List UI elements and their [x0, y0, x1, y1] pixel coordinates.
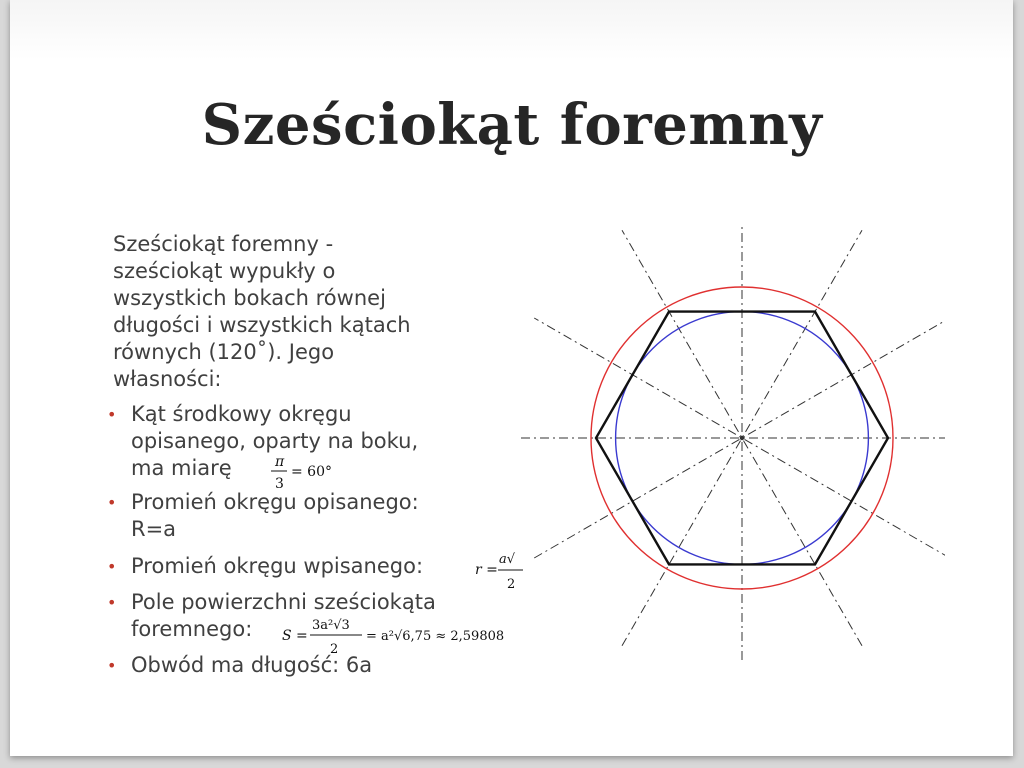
intro-line: długości i wszystkich kątach: [113, 313, 411, 337]
bullet-dot-icon: •: [107, 593, 117, 612]
formula-denominator: 2: [330, 642, 339, 657]
formula-denominator: 2: [507, 577, 516, 592]
formula-central-angle: [263, 452, 343, 494]
bullet-line: opisanego, oparty na boku,: [131, 429, 419, 453]
bullet-dot-icon: •: [107, 405, 117, 424]
formula-lhs: r =: [475, 562, 498, 578]
formula-denominator: 3: [275, 476, 284, 492]
intro-line: wszystkich bokach równej: [113, 286, 386, 310]
bullet-dot-icon: •: [107, 557, 117, 576]
bullet-circumradius: [105, 489, 525, 543]
formula-numerator: 3a²√3: [312, 618, 350, 633]
formula-numerator: π: [275, 454, 285, 470]
formula-rhs: = a²√6,75 ≈ 2,59808: [366, 629, 505, 644]
intro-line: sześciokąt wypukły o: [113, 259, 336, 283]
bullet-line: Kąt środkowy okręgu: [131, 402, 352, 426]
center-point: [740, 436, 744, 440]
bullet-line: Pole powierzchni sześciokąta: [131, 590, 436, 614]
bullet-dot-icon: •: [107, 493, 117, 512]
bullet-line: foremnego:: [131, 617, 253, 641]
bullet-line: R=a: [131, 517, 177, 541]
formula-area: [282, 612, 522, 658]
intro-line: własności:: [113, 367, 222, 391]
formula-rhs: = 60°: [291, 464, 332, 480]
formula-inradius: [475, 546, 525, 592]
bullet-line: Promień okręgu wpisanego:: [131, 554, 424, 578]
bullet-line: Obwód ma długość: 6a: [131, 653, 373, 677]
symmetry-axes: [520, 225, 945, 660]
slide-title: Sześciokąt foremny: [201, 92, 823, 158]
slide: [10, 0, 1013, 756]
intro-line: Sześciokąt foremny -: [113, 232, 334, 256]
hexagon-diagram: [520, 225, 945, 675]
formula-lhs: S =: [282, 628, 308, 644]
bullet-inradius: [105, 553, 525, 580]
bullet-line: ma miarę: [131, 456, 232, 480]
bullet-dot-icon: •: [107, 656, 117, 675]
intro-line: równych (120˚). Jego: [113, 340, 335, 364]
intro-paragraph: [113, 231, 513, 393]
formula-numerator: a√: [499, 552, 516, 567]
bullet-line: Promień okręgu opisanego:: [131, 490, 419, 514]
